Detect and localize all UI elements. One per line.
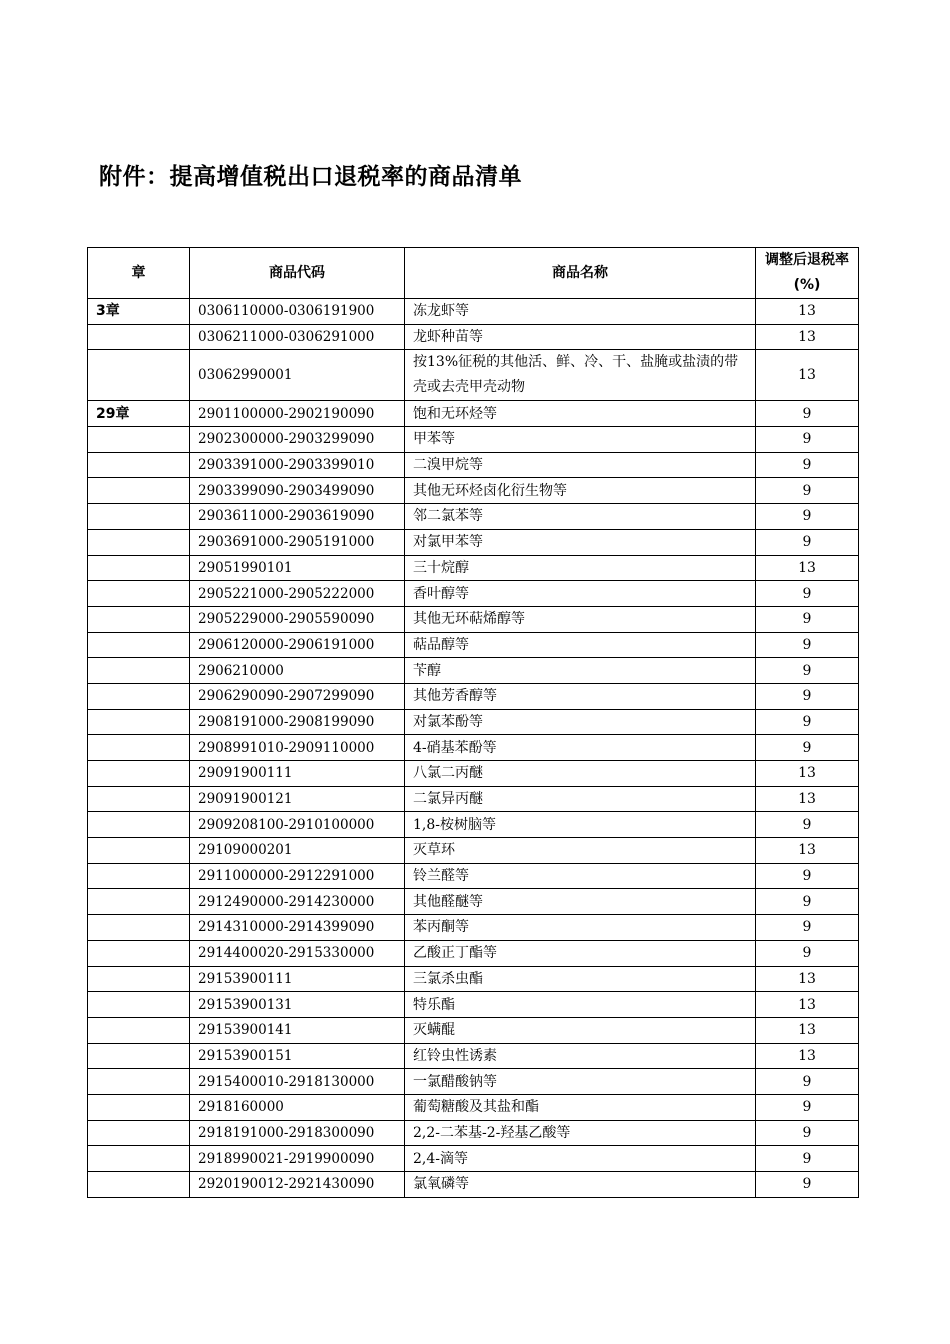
- table-row: [88, 838, 859, 864]
- chapter-cell: [88, 1069, 190, 1095]
- table-row: [88, 427, 859, 453]
- code-cell: 2909208100-2910100000: [190, 812, 405, 838]
- name-cell: 其他芳香醇等: [405, 683, 756, 709]
- code-cell: 2902300000-2903299090: [190, 427, 405, 453]
- rate-cell: 9: [756, 401, 859, 427]
- chapter-cell: [88, 683, 190, 709]
- rate-cell: 9: [756, 735, 859, 761]
- table-row: [88, 606, 859, 632]
- code-cell: 2918160000: [190, 1094, 405, 1120]
- code-cell: 29153900111: [190, 966, 405, 992]
- table-row: [88, 1094, 859, 1120]
- rate-cell: 9: [756, 1094, 859, 1120]
- code-cell: 03062990001: [190, 350, 405, 401]
- rate-cell: 9: [756, 452, 859, 478]
- name-cell: 二溴甲烷等: [405, 452, 756, 478]
- name-cell: 特乐酯: [405, 992, 756, 1018]
- code-cell: 29153900131: [190, 992, 405, 1018]
- code-cell: 2912490000-2914230000: [190, 889, 405, 915]
- code-cell: 2905229000-2905590090: [190, 606, 405, 632]
- name-cell: 其他醛醚等: [405, 889, 756, 915]
- rate-cell: 13: [756, 966, 859, 992]
- name-cell: 葡萄糖酸及其盐和酯: [405, 1094, 756, 1120]
- table-row: [88, 401, 859, 427]
- chapter-cell: [88, 529, 190, 555]
- code-cell: 2903691000-2905191000: [190, 529, 405, 555]
- table-row: [88, 478, 859, 504]
- chapter-cell: [88, 966, 190, 992]
- code-cell: 2908991010-2909110000: [190, 735, 405, 761]
- table-header-row: [88, 248, 859, 299]
- name-cell: 一氯醋酸钠等: [405, 1069, 756, 1095]
- rate-cell: 9: [756, 658, 859, 684]
- rate-cell: 13: [756, 838, 859, 864]
- chapter-cell: [88, 350, 190, 401]
- rate-cell: 9: [756, 1172, 859, 1198]
- table-row: [88, 966, 859, 992]
- name-cell: 其他无环烃卤化衍生物等: [405, 478, 756, 504]
- name-cell: 1,8-桉树脑等: [405, 812, 756, 838]
- rate-cell: 9: [756, 940, 859, 966]
- name-cell: 乙酸正丁酯等: [405, 940, 756, 966]
- rate-cell: 13: [756, 299, 859, 325]
- table-row: [88, 555, 859, 581]
- table-row: [88, 992, 859, 1018]
- table-row: [88, 940, 859, 966]
- table-row: [88, 735, 859, 761]
- code-cell: 2908191000-2908199090: [190, 709, 405, 735]
- code-cell: 2918990021-2919900090: [190, 1146, 405, 1172]
- code-cell: 2920190012-2921430090: [190, 1172, 405, 1198]
- code-cell: 0306110000-0306191900: [190, 299, 405, 325]
- table-row: [88, 1120, 859, 1146]
- name-cell: 对氯甲苯等: [405, 529, 756, 555]
- code-cell: 2914400020-2915330000: [190, 940, 405, 966]
- rate-cell: 9: [756, 709, 859, 735]
- table-row: [88, 786, 859, 812]
- code-cell: 2901100000-2902190090: [190, 401, 405, 427]
- code-cell: 0306211000-0306291000: [190, 324, 405, 350]
- name-cell: 邻二氯苯等: [405, 504, 756, 530]
- name-cell: 4-硝基苯酚等: [405, 735, 756, 761]
- name-cell: 香叶醇等: [405, 581, 756, 607]
- name-cell: 甲苯等: [405, 427, 756, 453]
- rate-cell: 9: [756, 1146, 859, 1172]
- table-row: [88, 1146, 859, 1172]
- chapter-cell: [88, 478, 190, 504]
- name-cell: 二氯异丙醚: [405, 786, 756, 812]
- chapter-cell: [88, 555, 190, 581]
- table-row: [88, 863, 859, 889]
- chapter-cell: [88, 324, 190, 350]
- rate-cell: 9: [756, 504, 859, 530]
- code-cell: 2918191000-2918300090: [190, 1120, 405, 1146]
- code-cell: 2903611000-2903619090: [190, 504, 405, 530]
- chapter-cell: [88, 889, 190, 915]
- table-row: [88, 324, 859, 350]
- code-cell: 2906290090-2907299090: [190, 683, 405, 709]
- chapter-cell: [88, 812, 190, 838]
- header-chapter: 章: [88, 248, 190, 299]
- page-title: 附件：提高增值税出口退税率的商品清单: [99, 164, 522, 190]
- name-cell: 按13%征税的其他活、鲜、冷、干、盐腌或盐渍的带壳或去壳甲壳动物: [405, 350, 756, 401]
- chapter-cell: [88, 761, 190, 787]
- rate-cell: 13: [756, 786, 859, 812]
- code-cell: 2903399090-2903499090: [190, 478, 405, 504]
- rate-cell: 13: [756, 761, 859, 787]
- chapter-cell: [88, 581, 190, 607]
- chapter-cell: [88, 735, 190, 761]
- code-cell: 29153900151: [190, 1043, 405, 1069]
- code-cell: 2906120000-2906191000: [190, 632, 405, 658]
- chapter-cell: 3章: [88, 299, 190, 325]
- rate-cell: 9: [756, 915, 859, 941]
- header-rate: 调整后退税率(%): [756, 248, 859, 299]
- name-cell: 萜品醇等: [405, 632, 756, 658]
- name-cell: 苯丙酮等: [405, 915, 756, 941]
- rate-cell: 13: [756, 350, 859, 401]
- name-cell: 龙虾种苗等: [405, 324, 756, 350]
- table-row: [88, 504, 859, 530]
- rate-cell: 9: [756, 1120, 859, 1146]
- table-row: [88, 350, 859, 401]
- chapter-cell: [88, 1120, 190, 1146]
- rate-cell: 13: [756, 555, 859, 581]
- code-cell: 2915400010-2918130000: [190, 1069, 405, 1095]
- table-row: [88, 1017, 859, 1043]
- table-row: [88, 632, 859, 658]
- code-cell: 29153900141: [190, 1017, 405, 1043]
- rate-cell: 9: [756, 812, 859, 838]
- table-row: [88, 709, 859, 735]
- name-cell: 2,2-二苯基-2-羟基乙酸等: [405, 1120, 756, 1146]
- table-row: [88, 658, 859, 684]
- rate-cell: 9: [756, 581, 859, 607]
- code-cell: 29109000201: [190, 838, 405, 864]
- name-cell: 冻龙虾等: [405, 299, 756, 325]
- code-cell: 2906210000: [190, 658, 405, 684]
- rate-cell: 9: [756, 889, 859, 915]
- chapter-cell: [88, 1043, 190, 1069]
- rate-cell: 9: [756, 478, 859, 504]
- table-row: [88, 1043, 859, 1069]
- chapter-cell: [88, 915, 190, 941]
- table-row: [88, 299, 859, 325]
- rate-cell: 9: [756, 863, 859, 889]
- table-row: [88, 683, 859, 709]
- chapter-cell: [88, 992, 190, 1018]
- rate-cell: 9: [756, 427, 859, 453]
- chapter-cell: [88, 504, 190, 530]
- table-row: [88, 761, 859, 787]
- chapter-cell: [88, 606, 190, 632]
- goods-table: [87, 247, 859, 1198]
- chapter-cell: [88, 1094, 190, 1120]
- rate-cell: 9: [756, 1069, 859, 1095]
- code-cell: 29091900111: [190, 761, 405, 787]
- chapter-cell: [88, 452, 190, 478]
- name-cell: 灭草环: [405, 838, 756, 864]
- name-cell: 三十烷醇: [405, 555, 756, 581]
- code-cell: 2905221000-2905222000: [190, 581, 405, 607]
- name-cell: 三氯杀虫酯: [405, 966, 756, 992]
- name-cell: 八氯二丙醚: [405, 761, 756, 787]
- table-row: [88, 812, 859, 838]
- name-cell: 灭螨醌: [405, 1017, 756, 1043]
- rate-cell: 9: [756, 606, 859, 632]
- rate-cell: 9: [756, 632, 859, 658]
- chapter-cell: [88, 1146, 190, 1172]
- header-name: 商品名称: [405, 248, 756, 299]
- name-cell: 红铃虫性诱素: [405, 1043, 756, 1069]
- name-cell: 氯氧磷等: [405, 1172, 756, 1198]
- table-body: [88, 299, 859, 1198]
- chapter-cell: [88, 838, 190, 864]
- chapter-cell: [88, 940, 190, 966]
- rate-cell: 13: [756, 1043, 859, 1069]
- name-cell: 饱和无环烃等: [405, 401, 756, 427]
- chapter-cell: [88, 427, 190, 453]
- code-cell: 29091900121: [190, 786, 405, 812]
- rate-cell: 9: [756, 529, 859, 555]
- code-cell: 2911000000-2912291000: [190, 863, 405, 889]
- name-cell: 苄醇: [405, 658, 756, 684]
- chapter-cell: [88, 1172, 190, 1198]
- table-row: [88, 915, 859, 941]
- table-row: [88, 1172, 859, 1198]
- rate-cell: 13: [756, 1017, 859, 1043]
- name-cell: 其他无环萜烯醇等: [405, 606, 756, 632]
- code-cell: 2903391000-2903399010: [190, 452, 405, 478]
- name-cell: 铃兰醛等: [405, 863, 756, 889]
- rate-cell: 13: [756, 992, 859, 1018]
- chapter-cell: [88, 786, 190, 812]
- name-cell: 2,4-滴等: [405, 1146, 756, 1172]
- chapter-cell: [88, 632, 190, 658]
- rate-cell: 13: [756, 324, 859, 350]
- chapter-cell: [88, 658, 190, 684]
- chapter-cell: [88, 863, 190, 889]
- table-row: [88, 889, 859, 915]
- chapter-cell: [88, 709, 190, 735]
- chapter-cell: 29章: [88, 401, 190, 427]
- table-row: [88, 452, 859, 478]
- header-code: 商品代码: [190, 248, 405, 299]
- table-row: [88, 1069, 859, 1095]
- name-cell: 对氯苯酚等: [405, 709, 756, 735]
- chapter-cell: [88, 1017, 190, 1043]
- code-cell: 29051990101: [190, 555, 405, 581]
- code-cell: 2914310000-2914399090: [190, 915, 405, 941]
- table-row: [88, 581, 859, 607]
- rate-cell: 9: [756, 683, 859, 709]
- table-row: [88, 529, 859, 555]
